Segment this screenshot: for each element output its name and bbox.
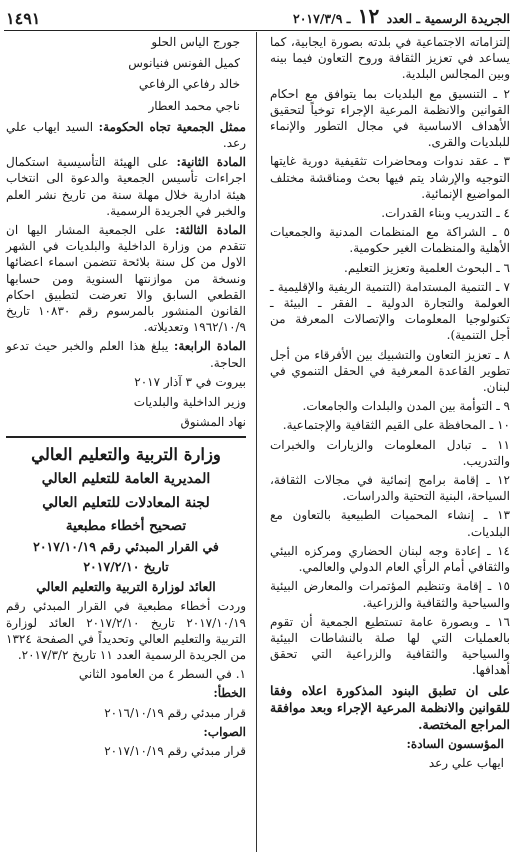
list-item: ٧ ـ التنمية المستدامة (التنمية الريفية والإقليمية ـ العولمة والتجارة الدولية ـ الفقر ـ البيئة ـ تكنولوجيا المعلومات والإتصالات المعرفة من أجل التنمية).	[270, 279, 510, 343]
representative-name: السيد ايهاب علي رعد.	[6, 119, 246, 151]
signature-name: نهاد المشنوق	[180, 415, 246, 430]
representative	[6, 119, 246, 151]
list-item: ١٥ ـ إقامة وتنظيم المؤتمرات والمعارض البيئية والسياحية والثقافية والزراعية.	[270, 579, 510, 610]
ministry-title: وزارة التربية والتعليم العالي	[31, 445, 221, 465]
founder-name: ايهاب علي رعد	[428, 755, 504, 770]
list-item: ٥ ـ الشراكة مع المنظمات المدنية والجمعيات الأهلية والمنظمات الغير حكومية.	[270, 225, 510, 256]
list-item: ١١ ـ تبادل المعلومات والزيارات والخبرات والتدريب.	[270, 437, 510, 468]
list-item: ٣ ـ عقد ندوات ومحاضرات تثقيفية دورية غايتها التوجيه والإرشاد يتم فيها بحث ومناقشة مختلف المواضيع الإنمائية.	[270, 154, 510, 201]
signature-block	[6, 374, 246, 431]
page-header	[4, 4, 510, 31]
gazette-issue-line	[293, 4, 510, 28]
founder-name: ناجي محمد العطار	[148, 98, 240, 113]
list-item: ١٤ ـ إعادة وجه لبنان الحضاري ومركزه البيئي والثقافي أمام الرأي العام الدولي والعالمي.	[270, 543, 510, 575]
correction-text: وردت أخطاء مطبعية في القرار المبدئي رقم ٢٠١٧/١٠/١٩ تاريخ ٢٠١٧/٢/١٠ العائد لوزارة التربية والتعليم العالي وتحديداً في الصفحة ١٣٢٤ من الجريدة الرسمية العدد ١١ تاريخ ٢٠١٧/٣/٢.	[6, 599, 246, 663]
correction-title: تصحيح أخطاء مطبعية	[65, 518, 187, 535]
representative-label: ممثل الجمعية تجاه الحكومة:	[98, 119, 246, 134]
article-4	[6, 338, 246, 370]
list-item: ١٣ ـ إنشاء المحميات الطبيعية بالتعاون مع البلديات.	[270, 508, 510, 539]
founder-name: جورج الياس الحلو	[151, 35, 240, 49]
founder-name: كميل الفونس فنيانوس	[128, 56, 240, 71]
correction-subtitle: تاريخ ٢٠١٧/٢/١٠	[83, 559, 169, 575]
list-item: ١٦ ـ وبصورة عامة تستطيع الجمعية أن تقوم بالعمليات التي لها صلة بالنشاطات البيئية والسياحية والثقافية والزراعية التي تحقق أهدافها.	[270, 614, 510, 678]
article-3-label: المادة الثالثة:	[175, 223, 246, 238]
gazette-name: الجريدة الرسمية ـ العدد	[386, 11, 510, 26]
signature-title: وزير الداخلية والبلديات	[133, 395, 246, 410]
right-column	[270, 34, 510, 774]
correction-subtitle: في القرار المبدئي رقم ٢٠١٧/١٠/١٩	[33, 539, 219, 555]
article-2-label: المادة الثانية:	[176, 155, 246, 170]
correction-subtitle: العائد لوزارة التربية والتعليم العالي	[36, 579, 216, 595]
article-3-text: على الجمعية المشار اليها ان تتقدم من وزارة الداخلية والبلديات في الشهر الاول من كل سنة بلائحة تتضمن اسماء اعضائها ونسخة من موازنتها السنوية ومن حسابها القطعي السابق والا تعرضت لتطبيق احكام القانون المنشور بالمرسوم رقم ١٠٨٣٠ تاريخ ١٩٦٢/١٠/٩ وتعديلاته.	[6, 223, 246, 335]
list-item: ٩ ـ التوأمة بين المدن والبلدات والجامعات.	[302, 399, 510, 414]
page-number: ١٤٩١	[6, 9, 41, 28]
article-3	[6, 222, 246, 335]
list-item: ١٠ ـ المحافظة على القيم الثقافية والإجتماعية.	[282, 418, 510, 433]
list-item: ١٢ ـ إقامة برامج إنمائية في مجالات الثقافة، السياحة، البنية التحتية والدراسات.	[270, 473, 510, 504]
fix-value: قرار مبدئي رقم ٢٠١٧/١٠/١٩	[104, 744, 246, 759]
list-item: ٦ ـ البحوث العلمية وتعزيز التعليم.	[344, 260, 510, 275]
column-divider	[256, 32, 257, 852]
article-4-label: المادة الرابعة:	[173, 339, 246, 354]
list-item: ٤ ـ التدريب وبناء القدرات.	[381, 206, 510, 221]
signature-place-date: بيروت في ٣ آذار ٢٠١٧	[134, 374, 246, 389]
article-2	[6, 154, 246, 219]
article-4-text: يبلغ هذا العلم والخبر حيث تدعو الحاجة.	[6, 339, 246, 370]
section-separator	[6, 436, 246, 438]
directorate-title: المديرية العامة للتعليم العالي	[41, 471, 211, 488]
founders-list	[6, 34, 246, 114]
error-label: الخطأ:	[213, 686, 246, 701]
error-value: قرار مبدئي رقم ٢٠١٦/١٠/١٩	[104, 705, 246, 720]
list-item: ٢ ـ التنسيق مع البلديات بما يتوافق مع احكام القوانين والانظمة المرعية الإجراء توخياً لتحقيق الأهداف الاساسية في مجال التطور والإنماء للبلديات والقرى.	[270, 86, 510, 150]
fix-label: الصواب:	[203, 724, 246, 739]
issue-number: ١٢	[357, 4, 380, 28]
closing-statement: على ان تطبق البنود المذكورة اعلاه وفقا للقوانين والانظمة المرعية الإجراء وبعد موافقة المراجع المختصة.	[270, 682, 510, 732]
founders-label: المؤسسون السادة:	[406, 736, 504, 751]
issue-date: ـ ٢٠١٧/٣/٩	[293, 11, 351, 26]
committee-title: لجنة المعادلات للتعليم العالي	[42, 495, 210, 512]
left-column	[6, 34, 246, 762]
correction-item: ١. في السطر ٤ من العامود الثاني	[78, 667, 246, 682]
article-2-text: على الهيئة التأسيسية استكمال اجراءات تأسيس الجمعية والدعوة الى انتخاب هيئة ادارية خلال مهلة سنة من تاريخ نشر العلم والخبر في الجريدة الرسمية.	[6, 155, 246, 218]
list-item: ٨ ـ تعزيز التعاون والتشبيك بين الأفرقاء من أجل تطوير القاعدة المعرفية في الحقل التنموي في لبنان.	[270, 347, 510, 395]
paragraph: إلتزاماته الاجتماعية في بلدته بصورة ايجابية، كما يساعد في تعزيز الثقافة وروح التعاون فيما بينه وبين المجالس البلدية.	[270, 35, 510, 82]
founder-name: خالد رفاعي الرفاعي	[138, 77, 240, 92]
